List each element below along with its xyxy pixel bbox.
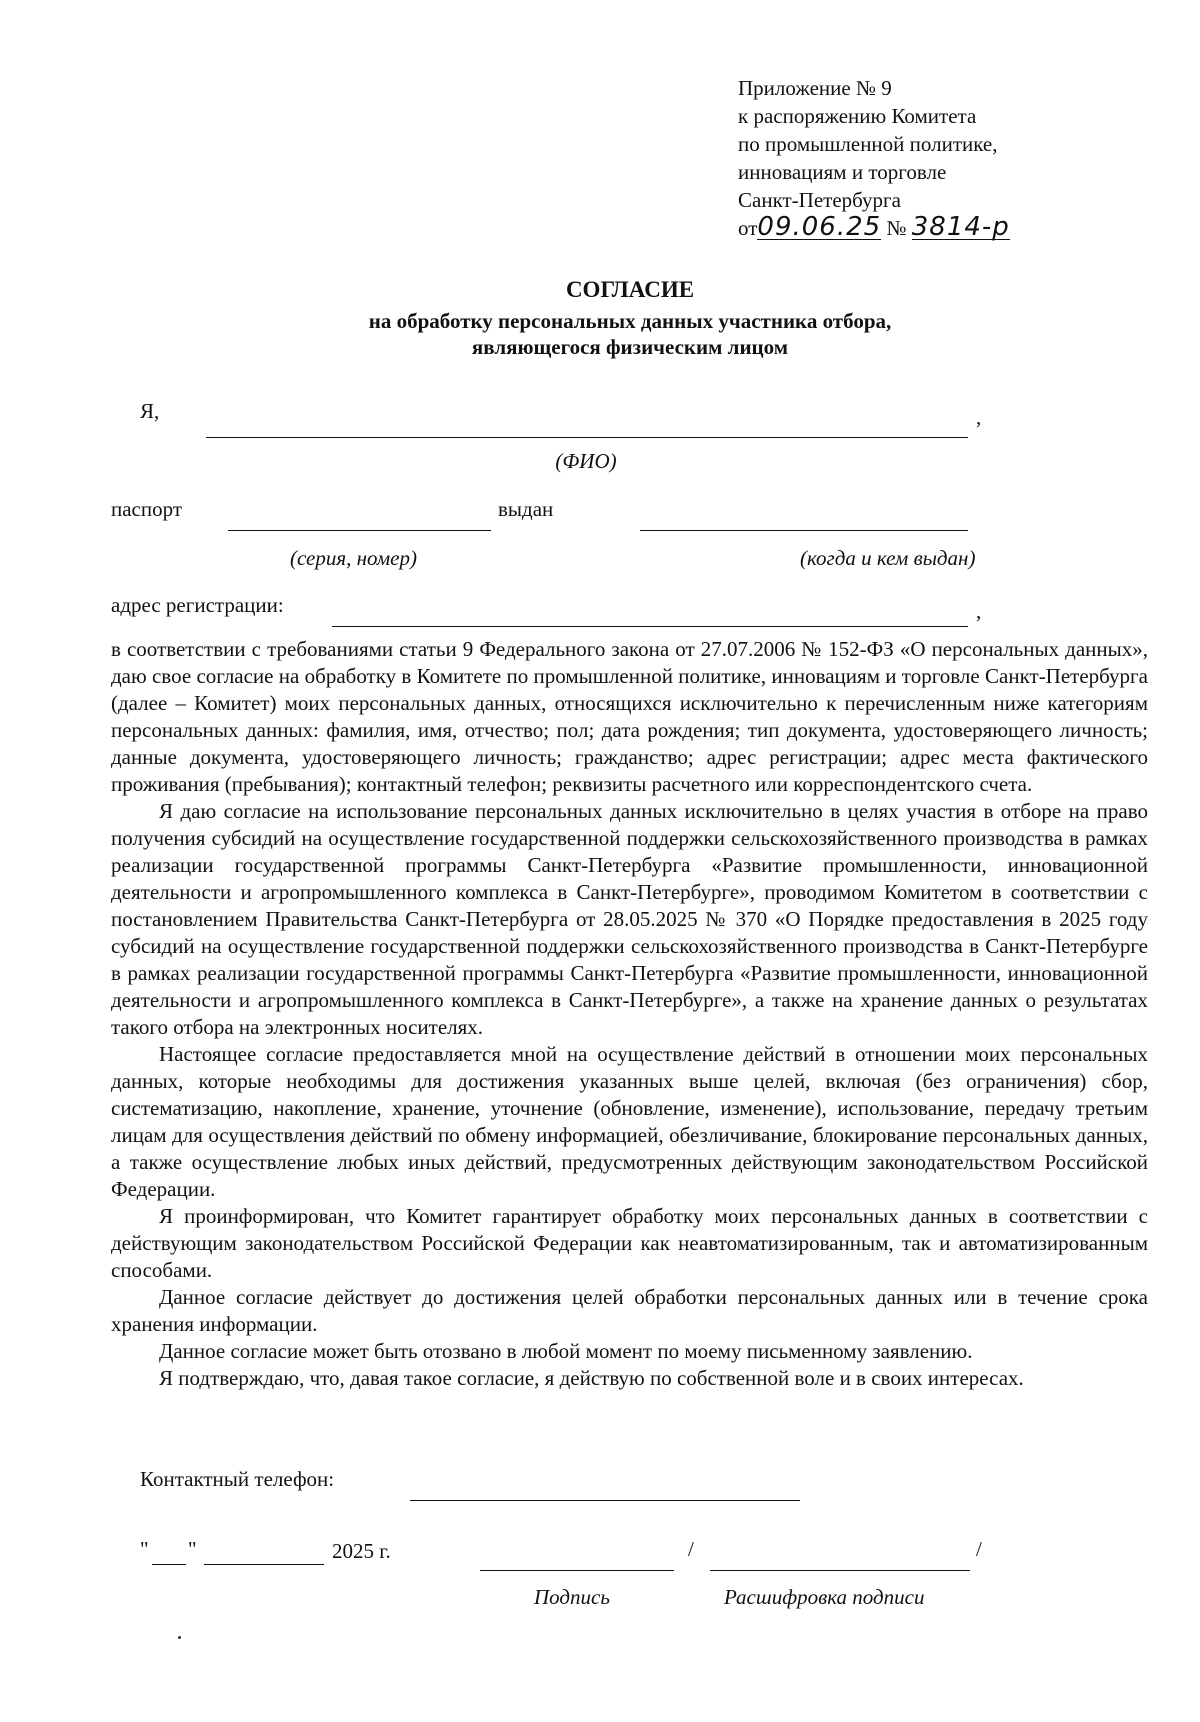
passport-issued-field[interactable]	[640, 530, 968, 531]
comma: ,	[976, 405, 982, 429]
passport-series-field[interactable]	[228, 530, 491, 531]
document-title: СОГЛАСИЕ	[565, 277, 695, 302]
series-caption: (серия, номер)	[290, 546, 417, 570]
scan-dot	[178, 1636, 181, 1639]
date-quote-close: "	[188, 1537, 197, 1561]
number-prefix: №	[886, 216, 907, 240]
handwritten-number: 3814-р	[911, 212, 1010, 242]
appendix-line: к распоряжению Комитета	[738, 104, 977, 128]
paragraph: в соответствии с требованиями статьи 9 Федерального закона от 27.07.2006 № 152-ФЗ «О персональных данных», даю свое согласие на обработку в Комитете по промышленной политике, инновациям и торговле Санкт-Петербурга (далее – Комитет) моих персональных данных, относящихся исключительно к перечисленным ниже категориям персональных данных: фамилия, имя, отчество; пол; дата рождения; тип документа, удостоверяющего личность; данные документа, удостоверяющего личность; гражданство; адрес регистрации; адрес места фактического проживания (пребывания); контактный телефон; реквизиты расчетного или корреспондентского счета.	[111, 637, 1148, 796]
document-subtitle: на обработку персональных данных участника отбора,	[368, 309, 892, 333]
address-label: адрес регистрации:	[111, 593, 284, 617]
slash: /	[976, 1537, 982, 1561]
paragraph: Данное согласие действует до достижения целей обработки персональных данных или в течение срока хранения информации.	[111, 1285, 1148, 1336]
signature-decode-field[interactable]	[710, 1570, 970, 1571]
appendix-line: Санкт-Петербурга	[738, 188, 901, 212]
slash: /	[688, 1537, 694, 1561]
document-subtitle: являющегося физическим лицом	[471, 335, 789, 359]
i-label: Я,	[140, 399, 160, 423]
issued-caption: (когда и кем выдан)	[800, 546, 976, 570]
month-field[interactable]	[204, 1564, 324, 1565]
address-field[interactable]	[332, 626, 968, 627]
handwritten-date: 09.06.25	[757, 212, 882, 242]
phone-label: Контактный телефон:	[140, 1467, 335, 1491]
paragraph: Настоящее согласие предоставляется мной на осуществление действий в отношении моих персональных данных, которые необходимы для достижения указанных выше целей, включая (без ограничения) сбор, систематизацию, накопление, хранение, уточнение (обновление, изменение), использование, передачу третьим лицам для осуществления действий по обмену информацией, обезличивание, блокирование персональных данных, а также осуществление любых иных действий, предусмотренных действующим законодательством Российской Федерации.	[111, 1042, 1148, 1201]
paragraph: Я даю согласие на использование персональных данных исключительно в целях участия в отборе на право получения субсидий на осуществление государственной поддержки сельскохозяйственного производства в рамках реализации государственной программы Санкт-Петербурга «Развитие промышленности, инновационной деятельности и агропромышленного комплекса в Санкт-Петербурге», проводимом Комитетом в соответствии с постановлением Правительства Санкт-Петербурга от 28.05.2025 № 370 «О Порядке предоставления в 2025 году субсидий на осуществление государственной поддержки сельскохозяйственного производства в Санкт-Петербурге в рамках реализации государственной программы Санкт-Петербурга «Развитие промышленности, инновационной деятельности и агропромышленного комплекса в Санкт-Петербурге», а также на хранение данных о результатах такого отбора на электронных носителях.	[111, 799, 1148, 1039]
paragraph: Я подтверждаю, что, давая такое согласие, я действую по собственной воле и в своих интересах.	[159, 1366, 1024, 1390]
consent-body	[111, 636, 1148, 1392]
signature-field[interactable]	[480, 1570, 674, 1571]
appendix-line: Приложение № 9	[738, 76, 892, 100]
appendix-block	[738, 74, 1158, 242]
appendix-line: инновациям и торговле	[738, 160, 947, 184]
date-prefix: от	[738, 216, 758, 240]
date-quote-open: "	[140, 1537, 149, 1561]
decode-caption: Расшифровка подписи	[724, 1585, 925, 1609]
year-label: 2025 г.	[332, 1539, 391, 1563]
paragraph: Я проинформирован, что Комитет гарантирует обработку моих персональных данных в соответствии с действующим законодательством Российской Федерации как неавтоматизированным, так и автоматизированным способами.	[111, 1204, 1148, 1282]
comma: ,	[976, 599, 982, 623]
signature-caption: Подпись	[534, 1585, 610, 1609]
appendix-date-line	[738, 214, 1158, 242]
paragraph: Данное согласие может быть отозвано в любой момент по моему письменному заявлению.	[159, 1339, 973, 1363]
phone-field[interactable]	[410, 1500, 800, 1501]
fio-field[interactable]	[206, 437, 968, 438]
issued-label: выдан	[498, 497, 554, 521]
day-field[interactable]	[152, 1564, 186, 1565]
appendix-line: по промышленной политике,	[738, 132, 998, 156]
passport-label: паспорт	[111, 497, 183, 521]
fio-caption: (ФИО)	[555, 449, 617, 473]
